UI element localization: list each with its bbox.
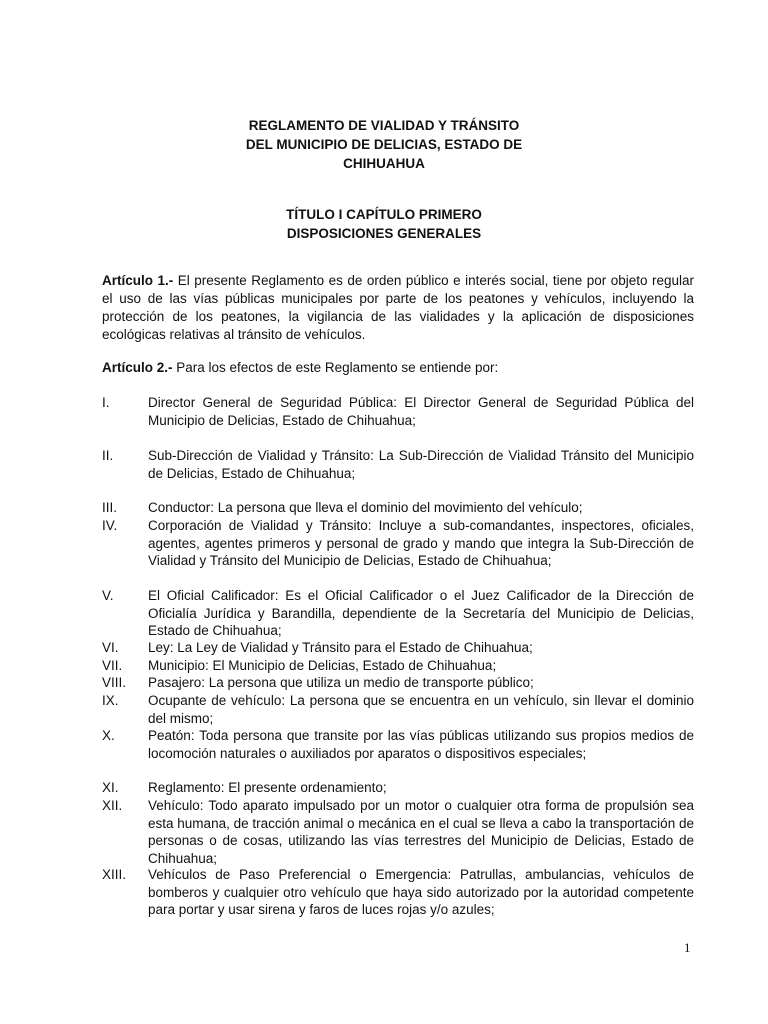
title-line-3: CHIHUAHUA [343, 156, 425, 171]
page-number: 1 [684, 940, 691, 955]
definition-text: Pasajero: La persona que utiliza un medio de transporte público; [148, 675, 534, 690]
definition-text: El Oficial Calificador: Es el Oficial Calificador o el Juez Calificador de la Dirección de Oficialía Jurídica y Barandilla, dependiente de la Secretaría del Municipio de Delicias, Estado de Chihuahua; [148, 588, 694, 639]
article-1 [102, 272, 694, 344]
definition-number: X. [102, 728, 115, 743]
article-2 [102, 359, 694, 377]
definition-number: I. [102, 395, 110, 410]
article-1-text: El presente Reglamento es de orden público e interés social, tiene por objeto regular el uso de las vías públicas municipales por parte de los peatones y vehículos, incluyendo la protección de los peatones, la vigilancia de las vialidades y la aplicación de disposiciones ecológicas relativas al tránsito de vehículos. [102, 273, 695, 342]
definition-text: Vehículo: Todo aparato impulsado por un motor o cualquier otra forma de propulsión sea esta humana, de tracción animal o mecánica en el cual se lleva a cabo la transportación de personas o de cosas, utilizando las vías terrestres del Municipio de Delicias, Estado de Chihuahua; [148, 798, 694, 866]
definition-text: Vehículos de Paso Preferencial o Emergencia: Patrullas, ambulancias, vehículos de bomberos y cualquier otro vehículo que haya sido autorizado por la autoridad competente para portar y usar sirena y faros de luces rojas y/o azules; [148, 867, 694, 918]
document-title [0, 116, 768, 173]
definition-number: IX. [102, 693, 119, 708]
definition-text: Sub-Dirección de Vialidad y Tránsito: La Sub-Dirección de Vialidad Tránsito del Municipio de Delicias, Estado de Chihuahua; [148, 448, 694, 481]
definition-number: XII. [102, 798, 123, 813]
definition-text: Municipio: El Municipio de Delicias, Estado de Chihuahua; [148, 658, 497, 673]
definition-text: Ley: La Ley de Vialidad y Tránsito para el Estado de Chihuahua; [148, 640, 533, 655]
chapter-line-1: TÍTULO I CAPÍTULO PRIMERO [286, 207, 482, 222]
article-2-text: Para los efectos de este Reglamento se entiende por: [172, 360, 499, 375]
definition-text: Ocupante de vehículo: La persona que se encuentra en un vehículo, sin llevar el dominio del mismo; [148, 693, 694, 726]
title-line-1: REGLAMENTO DE VIALIDAD Y TRÁNSITO [248, 118, 520, 133]
definition-number: XIII. [102, 867, 127, 882]
definition-number: XI. [102, 780, 119, 795]
article-2-label: Artículo 2.- [102, 360, 173, 375]
title-line-2: DEL MUNICIPIO DE DELICIAS, ESTADO DE [245, 137, 523, 152]
definition-number: IV. [102, 518, 118, 533]
definition-text: Conductor: La persona que lleva el dominio del movimiento del vehículo; [148, 500, 583, 515]
definition-text: Reglamento: El presente ordenamiento; [148, 780, 387, 795]
definition-number: V. [102, 588, 114, 603]
definition-text: Peatón: Toda persona que transite por las vías públicas utilizando sus propios medios de locomoción naturales o auxiliados por aparatos o dispositivos especiales; [148, 728, 694, 761]
definition-text: Director General de Seguridad Pública: El Director General de Seguridad Pública del Municipio de Delicias, Estado de Chihuahua; [148, 395, 694, 428]
chapter-line-2: DISPOSICIONES GENERALES [286, 226, 482, 241]
definition-text: Corporación de Vialidad y Tránsito: Incluye a sub-comandantes, inspectores, oficiales, agentes, agentes primeros y personal de grado y mando que integra la Sub-Dirección de Vialidad y Tránsito del Municipio de Delicias, Estado de Chihuahua; [148, 518, 694, 569]
definition-number: VII. [102, 658, 123, 673]
chapter-heading [0, 205, 768, 243]
definition-number: II. [102, 448, 114, 463]
definition-number: III. [102, 500, 118, 515]
definition-number: VIII. [102, 675, 127, 690]
article-1-label: Artículo 1.- [102, 273, 174, 288]
definition-number: VI. [102, 640, 119, 655]
